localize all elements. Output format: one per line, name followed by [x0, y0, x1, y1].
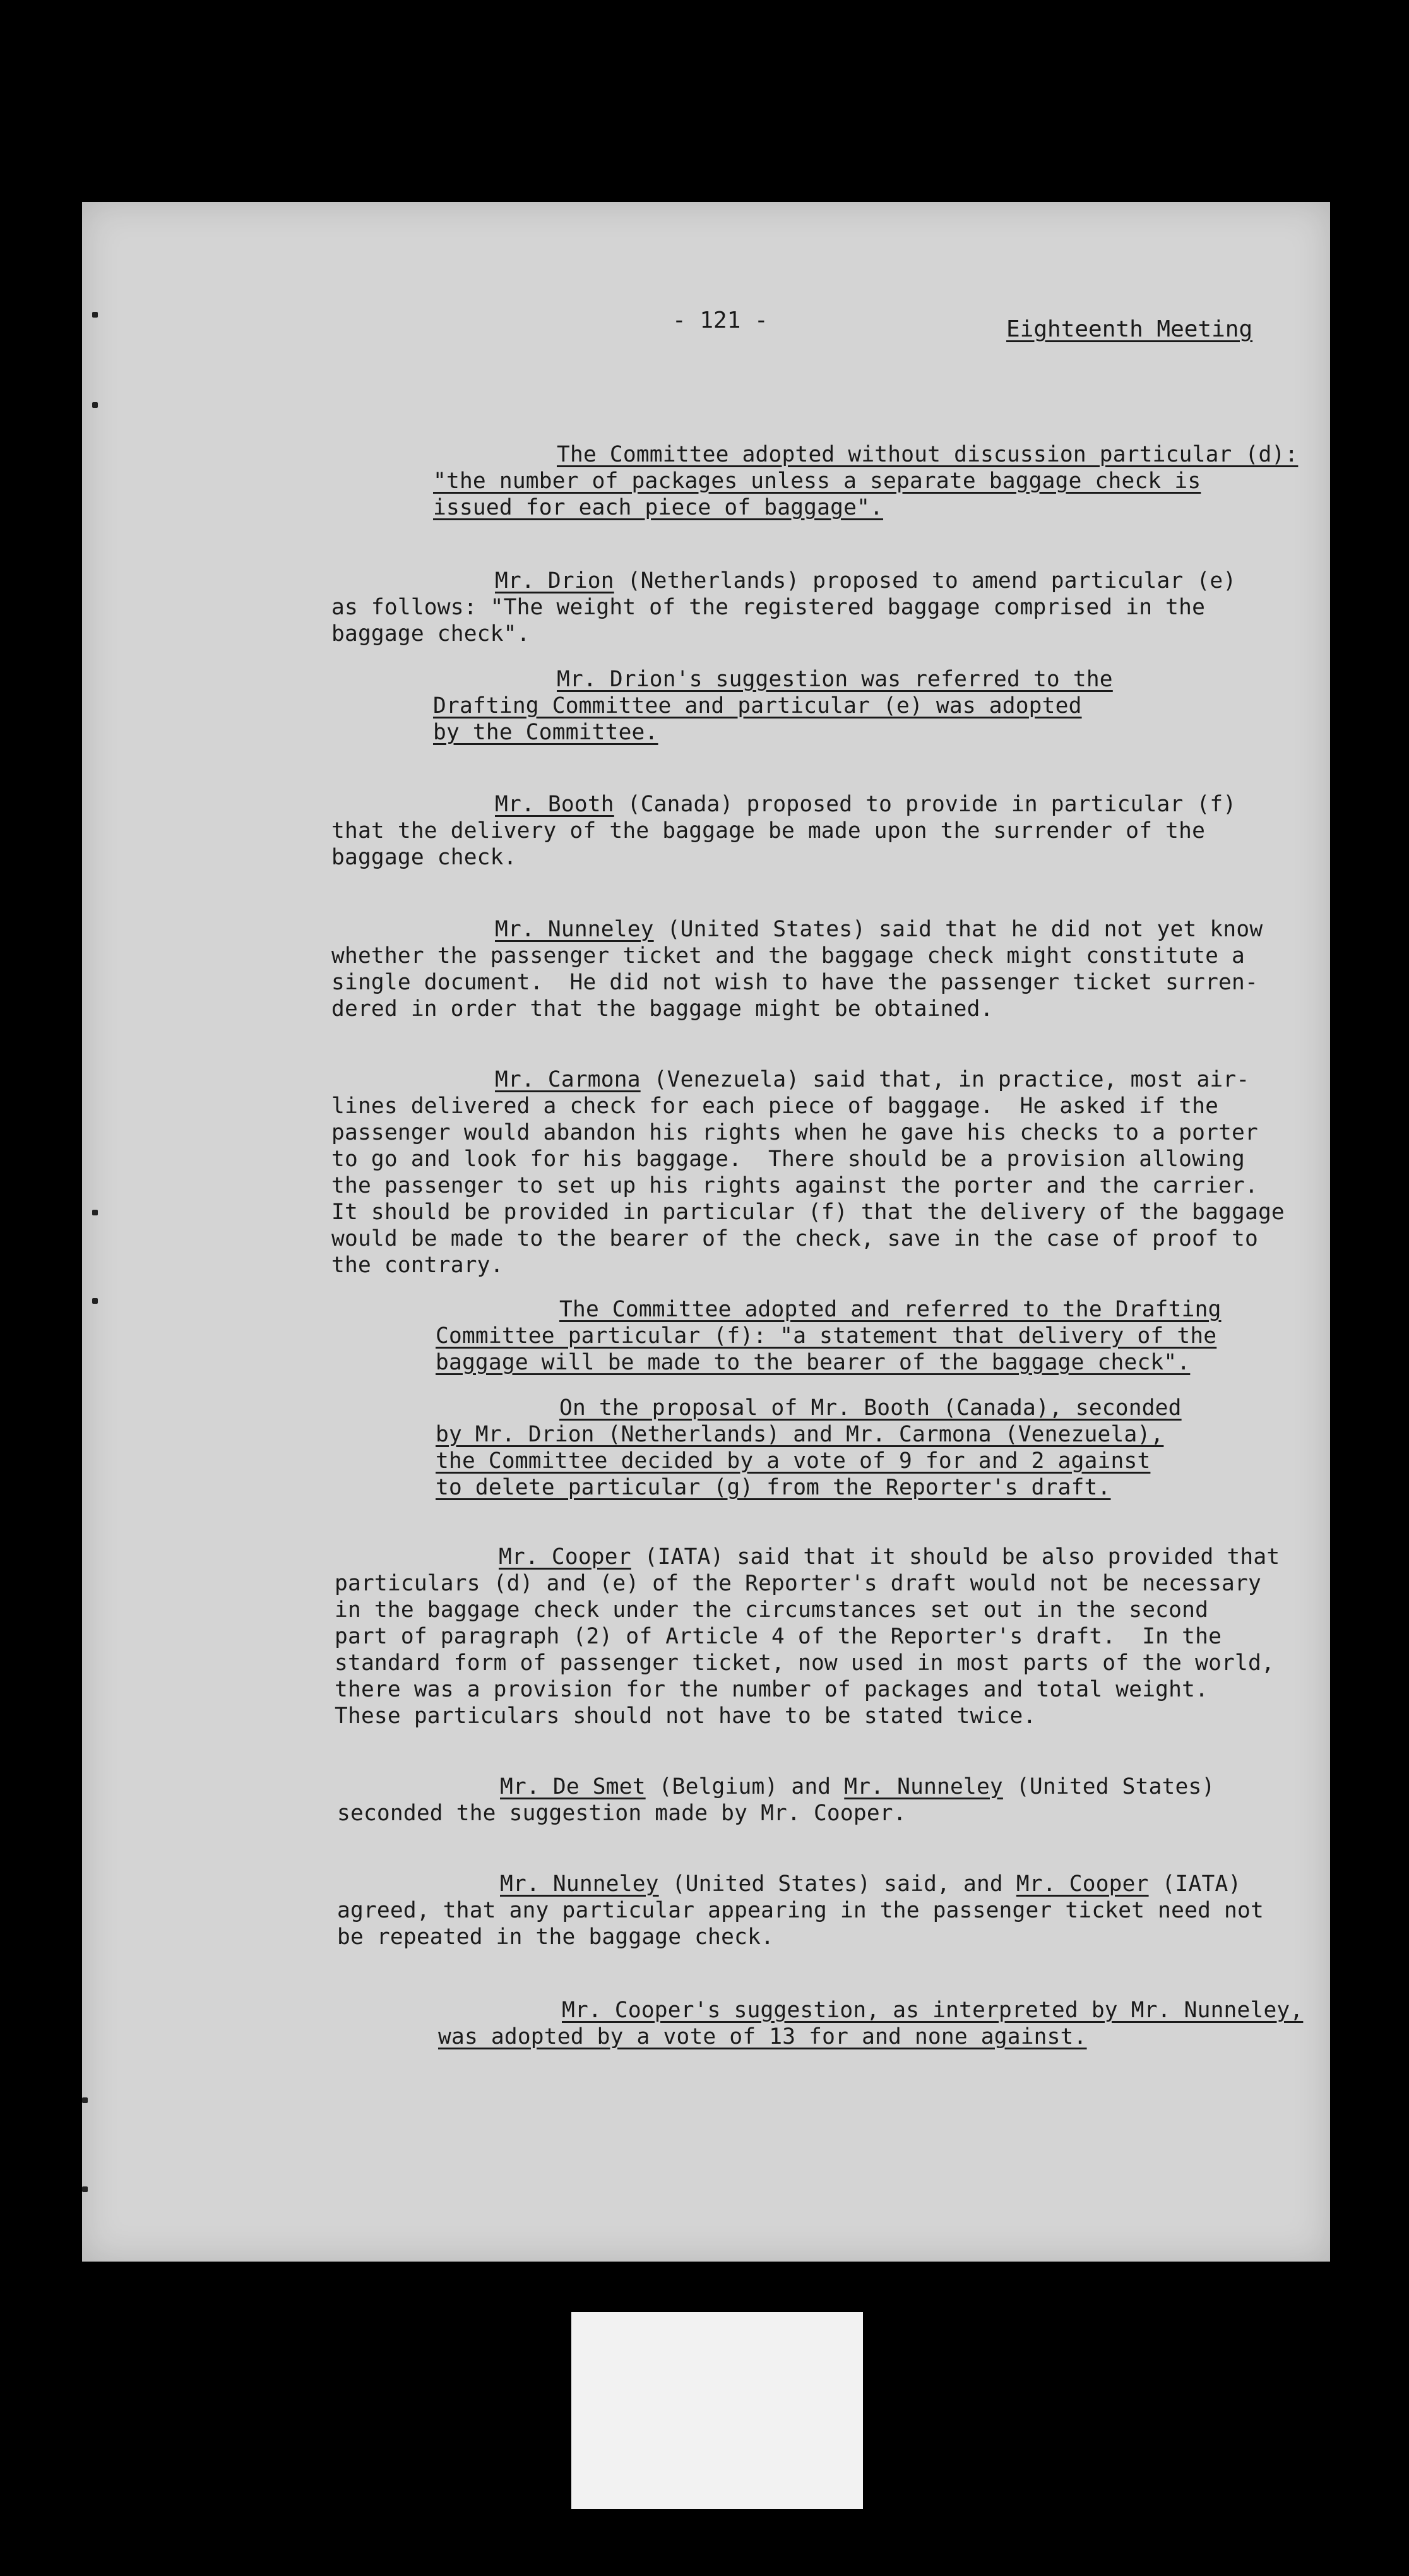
line-text: (Venezuela) said that, in practice, most air-	[640, 1067, 1250, 1092]
speaker-name: Mr. Nunneley	[495, 917, 654, 942]
margin-punch-mark	[82, 2186, 88, 2192]
body-line: by the Committee.	[433, 720, 658, 745]
body-line: the Committee decided by a vote of 9 for and 2 against	[436, 1448, 1151, 1474]
body-line: by Mr. Drion (Netherlands) and Mr. Carmona (Venezuela),	[436, 1422, 1164, 1447]
body-line: part of paragraph (2) of Article 4 of the Reporter's draft. In the	[335, 1624, 1222, 1649]
margin-punch-mark	[92, 1210, 98, 1215]
body-line: as follows: "The weight of the registered baggage comprised in the	[331, 595, 1206, 620]
speaker-name: Mr. Drion	[495, 568, 614, 593]
body-line: Mr. Drion's suggestion was referred to the	[557, 667, 1113, 692]
body-line	[500, 1871, 1241, 1897]
body-line: seconded the suggestion made by Mr. Cooper.	[337, 1801, 907, 1826]
body-line: particulars (d) and (e) of the Reporter's draft would not be necessary	[335, 1571, 1261, 1596]
body-line: issued for each piece of baggage".	[433, 495, 884, 520]
body-line: was adopted by a vote of 13 for and none against.	[438, 2024, 1087, 2049]
margin-punch-mark	[92, 402, 98, 408]
body-line	[495, 1067, 1249, 1092]
line-text: (United States)	[1002, 1774, 1215, 1799]
body-line: passenger would abandon his rights when he gave his checks to a porter	[331, 1120, 1258, 1145]
body-line: agreed, that any particular appearing in the passenger ticket need not	[337, 1898, 1264, 1923]
body-line: that the delivery of the baggage be made upon the surrender of the	[331, 818, 1206, 844]
body-line: lines delivered a check for each piece of baggage. He asked if the	[331, 1094, 1219, 1119]
margin-punch-mark	[92, 312, 98, 318]
body-line: These particulars should not have to be stated twice.	[335, 1703, 1037, 1729]
body-line: there was a provision for the number of packages and total weight.	[335, 1677, 1209, 1702]
line-text: (IATA)	[1148, 1871, 1242, 1897]
blank-index-card	[571, 2312, 863, 2509]
speaker-name: Mr. Carmona	[495, 1067, 641, 1092]
body-line: the passenger to set up his rights against the porter and the carrier.	[331, 1173, 1258, 1198]
body-line: in the baggage check under the circumstances set out in the second	[335, 1597, 1209, 1623]
speaker-name: Mr. De Smet	[500, 1774, 646, 1799]
body-line: Drafting Committee and particular (e) was adopted	[433, 693, 1082, 719]
body-line	[495, 568, 1236, 593]
body-line: The Committee adopted without discussion particular (d):	[557, 442, 1299, 467]
body-line: baggage will be made to the bearer of the baggage check".	[436, 1350, 1191, 1375]
line-text: (United States) said, and	[658, 1871, 1016, 1897]
line-text: (IATA) said that it should be also provided that	[631, 1544, 1280, 1570]
line-text: (Belgium) and	[645, 1774, 845, 1799]
speaker-name: Mr. Cooper	[499, 1544, 631, 1570]
body-line: It should be provided in particular (f) that the delivery of the baggage	[331, 1200, 1285, 1225]
speaker-name: Mr. Nunneley	[844, 1774, 1003, 1799]
body-line: baggage check.	[331, 845, 517, 870]
body-line: Committee particular (f): "a statement that delivery of the	[436, 1323, 1217, 1349]
body-line: dered in order that the baggage might be obtained.	[331, 996, 994, 1022]
margin-punch-mark	[82, 2097, 88, 2103]
body-line: would be made to the bearer of the check, save in the case of proof to	[331, 1226, 1258, 1251]
body-line: the contrary.	[331, 1253, 504, 1278]
meeting-title: Eighteenth Meeting	[1006, 316, 1253, 342]
body-line	[495, 792, 1236, 817]
body-line: be repeated in the baggage check.	[337, 1924, 775, 1950]
body-line: Mr. Cooper's suggestion, as interpreted by Mr. Nunneley,	[562, 1998, 1304, 2023]
body-line: single document. He did not wish to have the passenger ticket surren-	[331, 970, 1258, 995]
body-line: to go and look for his baggage. There should be a provision allowing	[331, 1147, 1245, 1172]
body-line: whether the passenger ticket and the baggage check might constitute a	[331, 943, 1245, 969]
body-line	[500, 1774, 1215, 1799]
line-text: (Netherlands) proposed to amend particular (e)	[614, 568, 1237, 593]
body-line	[495, 917, 1263, 942]
body-line: "the number of packages unless a separate baggage check is	[433, 468, 1201, 494]
speaker-name: Mr. Cooper	[1016, 1871, 1149, 1897]
body-line: The Committee adopted and referred to the Drafting	[559, 1297, 1222, 1322]
body-line: to delete particular (g) from the Reporter's draft.	[436, 1475, 1111, 1500]
body-line: standard form of passenger ticket, now used in most parts of the world,	[335, 1650, 1275, 1676]
body-line	[499, 1544, 1280, 1570]
speaker-name: Mr. Nunneley	[500, 1871, 659, 1897]
line-text: (United States) said that he did not yet know	[653, 917, 1263, 942]
body-line: baggage check".	[331, 621, 530, 647]
page-number: - 121 -	[672, 307, 768, 333]
speaker-name: Mr. Booth	[495, 792, 614, 817]
body-line: On the proposal of Mr. Booth (Canada), seconded	[559, 1395, 1182, 1421]
line-text: (Canada) proposed to provide in particular (f)	[614, 792, 1237, 817]
margin-punch-mark	[92, 1298, 98, 1304]
